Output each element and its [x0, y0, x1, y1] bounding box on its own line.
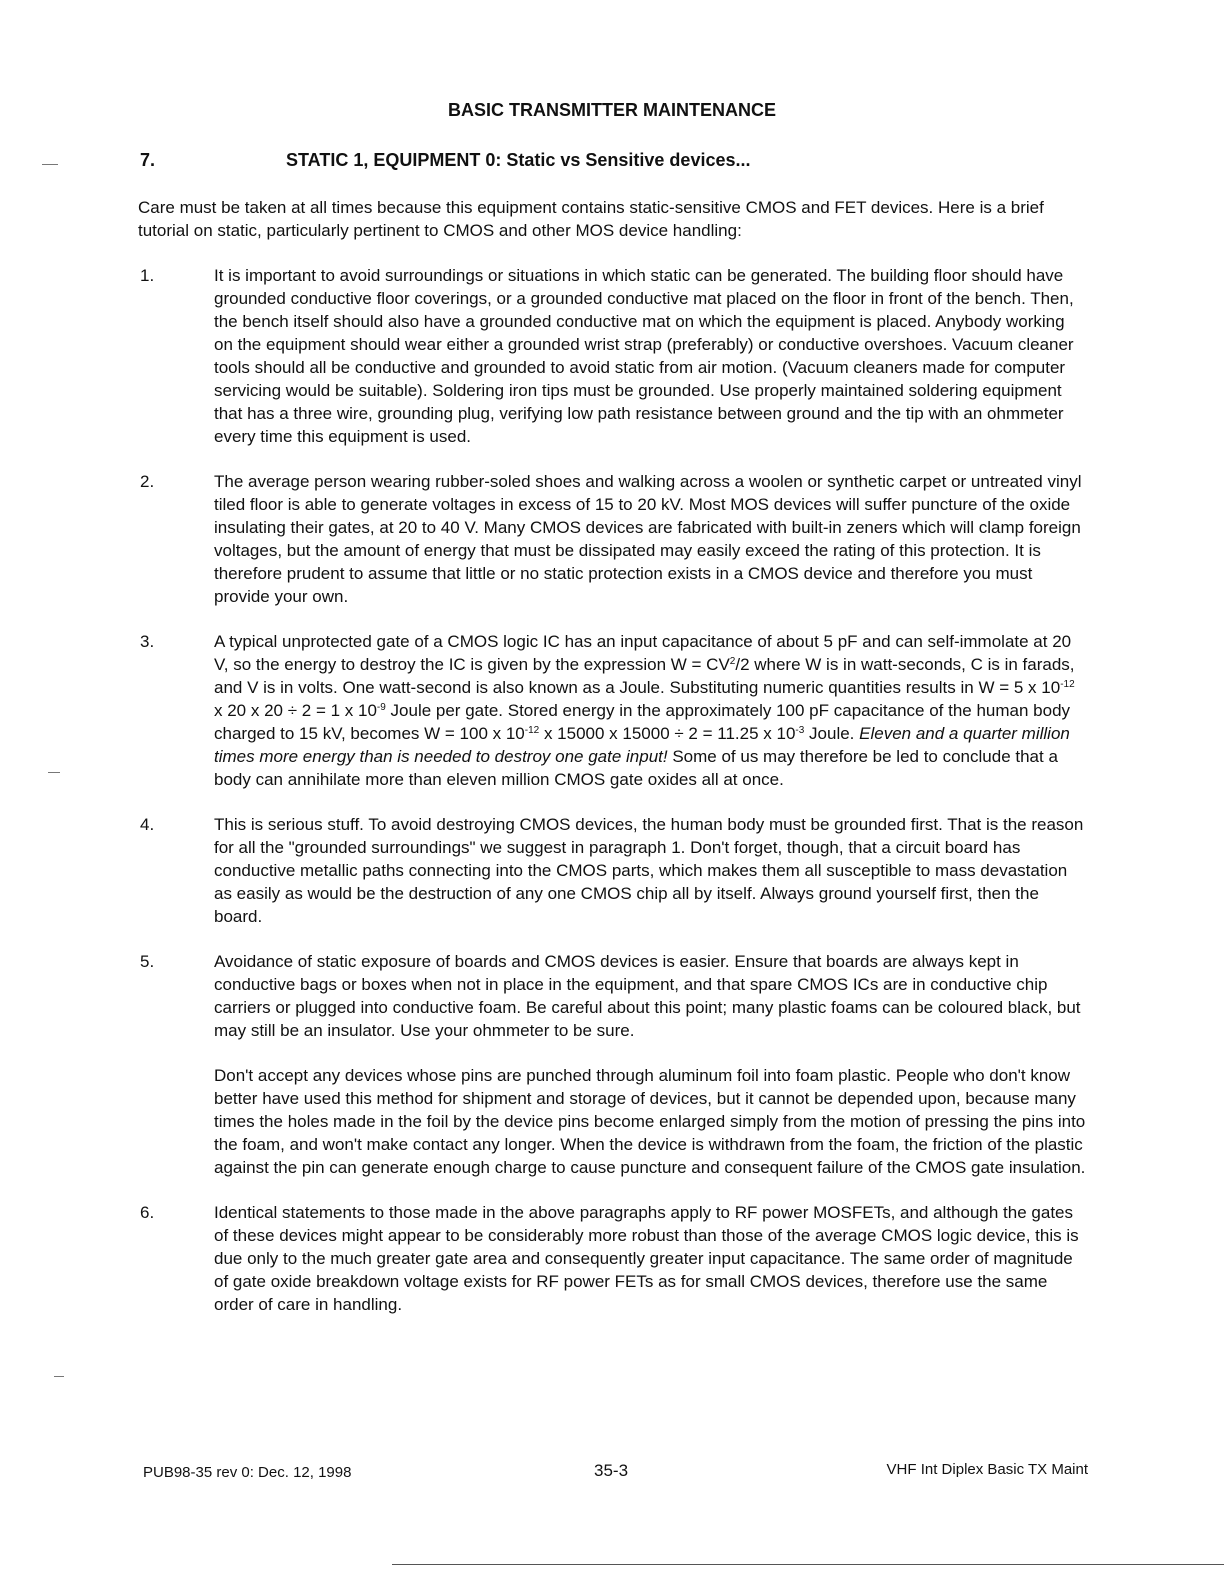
text-segment: Joule. [804, 724, 860, 743]
text-segment: x 15000 x 15000 ÷ 2 = 11.25 x 10 [539, 724, 796, 743]
item-number: 6. [140, 1203, 155, 1222]
list-item [140, 630, 1086, 791]
superscript: -3 [795, 725, 805, 736]
text-segment: Some of us may therefore be led to conclude that a body can annihilate more than eleven million CMOS gate oxides all at once. [214, 747, 1058, 789]
list-item [140, 264, 1086, 448]
superscript: -12 [1060, 679, 1075, 690]
list-item [140, 813, 1086, 928]
text-segment: x 20 x 20 ÷ 2 = 1 x 10 [214, 701, 377, 720]
superscript: -9 [376, 702, 386, 713]
list-item [140, 1201, 1086, 1316]
footer-document-title: VHF Int Diplex Basic TX Maint [886, 1461, 1088, 1478]
item-number: 3. [140, 632, 155, 651]
item-text [214, 630, 1086, 791]
text-segment: /2 where W is in watt-seconds, C is in farads, and V is in volts. One watt-second is also known as a Joule. Substituting numeric quantities results in W = 5 x 10 [214, 655, 1075, 697]
section-title: STATIC 1, EQUIPMENT 0: Static vs Sensitive devices... [286, 150, 751, 170]
item-number: 4. [140, 815, 155, 834]
footer-publication: PUB98-35 rev 0: Dec. 12, 1998 [143, 1464, 352, 1481]
item-text: This is serious stuff. To avoid destroying CMOS devices, the human body must be grounded first. That is the reason for all the "grounded surroundings" we suggest in paragraph 1. Don't forget, though, that a circuit board has conductive metallic paths connecting into the CMOS parts, which makes them all susceptible to mass devastation as easily as would be the destruction of any one CMOS chip all by itself. Always ground yourself first, then the board. [214, 815, 1084, 926]
item-number: 2. [140, 472, 155, 491]
emphasis-text: Eleven and a quarter million times more energy than is needed to destroy one gate input! [214, 724, 1070, 766]
margin-mark [48, 772, 60, 773]
page-number: 35-3 [594, 1461, 629, 1480]
item-text: It is important to avoid surroundings or situations in which static can be generated. The building floor should have grounded conductive floor coverings, or a grounded conductive mat placed on the floor in front of the bench. Then, the bench itself should also have a grounded conductive mat on which the equipment is placed. Anybody working on the equipment should wear either a grounded wrist strap (preferably) or conductive overshoes. Vacuum cleaner tools should all be conductive and grounded to avoid static from air motion. (Vacuum cleaners made for computer servicing would be suitable). Soldering iron tips must be grounded. Use properly maintained soldering equipment that has a three wire, grounding plug, verifying low path resistance between ground and the tip with an ohmmeter every time this equipment is used. [214, 266, 1074, 446]
section-number: 7. [140, 150, 156, 170]
superscript: -12 [524, 725, 540, 736]
numbered-list [140, 264, 1086, 1338]
text-segment: A typical unprotected gate of a CMOS logic IC has an input capacitance of about 5 pF and can self-immolate at 20 V, so the energy to destroy the IC is given by the expression W = CV [214, 632, 1072, 674]
item-text: Identical statements to those made in the above paragraphs apply to RF power MOSFETs, and although the gates of these devices might appear to be considerably more robust than those of the average CMOS logic device, this is due only to the much greater gate area and consequently greater input capacitance. The same order of magnitude of gate oxide breakdown voltage exists for RF power FETs as for small CMOS devices, therefore use the same order of care in handling. [214, 1203, 1079, 1314]
item-number: 1. [140, 266, 155, 285]
margin-mark [54, 1376, 64, 1377]
page-footer [143, 1461, 1088, 1488]
list-item [140, 470, 1086, 608]
item-number: 5. [140, 952, 155, 971]
superscript: 2 [729, 656, 736, 667]
margin-mark [42, 164, 58, 165]
item-text: The average person wearing rubber-soled shoes and walking across a woolen or synthetic carpet or untreated vinyl tiled floor is able to generate voltages in excess of 15 to 20 kV. Most MOS devices will suffer puncture of the oxide insulating their gates, at 20 to 40 V. Many CMOS devices are fabricated with built-in zeners which will clamp foreign voltages, but the amount of energy that must be dissipated may easily exceed the rating of this protection. It is therefore prudent to assume that little or no static protection exists in a CMOS device and therefore you must provide your own. [214, 472, 1082, 606]
bottom-rule [392, 1564, 1224, 1565]
item-text: Avoidance of static exposure of boards and CMOS devices is easier. Ensure that boards are always kept in conductive bags or boxes when not in place in the equipment, and that spare CMOS ICs are in conductive chip carriers or plugged into conductive foam. Be careful about this point; many plastic foams can be coloured black, but may still be an insulator. Use your ohmmeter to be sure. [214, 952, 1081, 1040]
item-continuation: Don't accept any devices whose pins are punched through aluminum foil into foam plastic. People who don't know better have used this method for shipment and storage of devices, but it cannot be depended upon, because many times the holes made in the foil by the device pins become enlarged simply from the motion of pressing the pins into the foam, and won't make contact any longer. When the device is withdrawn from the foam, the friction of the plastic against the pin can generate enough charge to cause puncture and consequent failure of the CMOS gate insulation. [214, 1066, 1086, 1177]
intro-paragraph: Care must be taken at all times because this equipment contains static-sensitive CMOS and FET devices. Here is a brief tutorial on static, particularly pertinent to CMOS and other MOS device handling: [138, 198, 1044, 240]
list-item [140, 950, 1086, 1179]
page-title: BASIC TRANSMITTER MAINTENANCE [448, 100, 776, 120]
text-segment: Joule per gate. Stored energy in the approximately 100 pF capacitance of the human body charged to 15 kV, becomes W = 100 x 10 [214, 701, 1071, 743]
